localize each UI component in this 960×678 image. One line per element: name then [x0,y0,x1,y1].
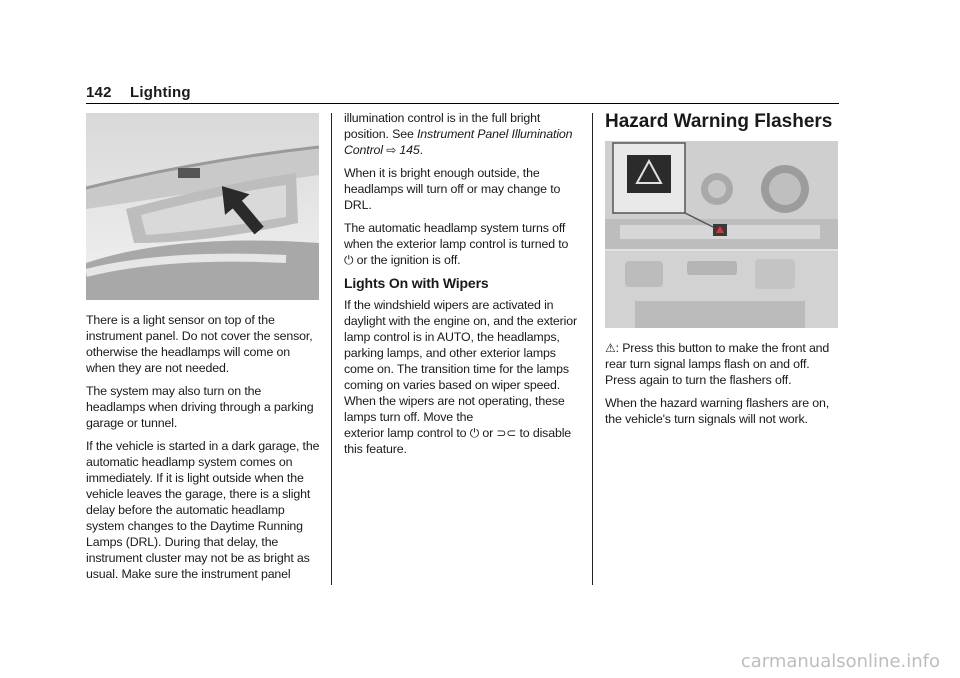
section-title: Lighting [130,84,191,101]
page-number: 142 [86,84,112,101]
paragraph: When it is bright enough outside, the headlamps will turn off or may change to DRL. [344,166,561,212]
subheading: Lights On with Wipers [344,275,489,291]
paragraph: When the hazard warning flashers are on, the vehicle's turn signals will not work. [605,396,830,426]
power-off-icon: ⏻ [469,426,480,440]
paragraph: The automatic headlamp system turns off when the exterior lamp control is turned to ⏻ or the ignition is off. [344,221,569,267]
light-sensor-figure [86,113,319,300]
cross-reference-link[interactable]: Instrument Panel Illumination Control [344,127,573,157]
paragraph: There is a light sensor on top of the instrument panel. Do not cover the sensor, otherwise the headlamps will come on when they are not needed. [86,313,313,375]
reference-page[interactable]: 145 [399,143,420,157]
column-2 [344,110,582,464]
paragraph: The system may also turn on the headlamps when driving through a parking garage or tunnel. [86,384,314,430]
column-1 [86,312,322,589]
parking-lamp-icon: ⊃⊂ [496,426,517,440]
paragraph: ⚠: Press this button to make the front and rear turn signal lamps flash on and off. Press again to turn the flashers off. [605,341,830,387]
section-heading: Hazard Warning Flashers [605,111,833,132]
page-header [86,84,191,104]
watermark: carmanualsonline.info [740,651,940,672]
column-divider [331,113,332,585]
header-rule [86,103,839,104]
hazard-button-figure [605,141,838,328]
paragraph: illumination control is in the full bright position. See Instrument Panel Illumination Control ⇨ 145. [344,111,573,157]
paragraph: If the vehicle is started in a dark garage, the automatic headlamp system comes on immediately. If it is light outside when the vehicle leaves the garage, there is a slight delay before the automatic headlamp system changes to the Daytime Running Lamps (DRL). During that delay, the instrument cluster may not be as bright as usual. Make sure the instrument panel [86,439,320,581]
column-divider [592,113,593,585]
reference-arrow-icon: ⇨ [386,143,397,157]
paragraph: If the windshield wipers are activated in daylight with the engine on, and the exterior lamp control is in AUTO, the headlamps, parking lamps, and other exterior lamps come on. The transition time for the lamps coming on varies based on wiper speed. When the wipers are not operating, these lamps turn off. Move the exterior lamp control to ⏻ or ⊃⊂ to disable this feature. [344,298,577,456]
column-3 [605,340,841,434]
power-off-icon: ⏻ [344,253,354,267]
hazard-icon: ⚠ [605,341,616,355]
